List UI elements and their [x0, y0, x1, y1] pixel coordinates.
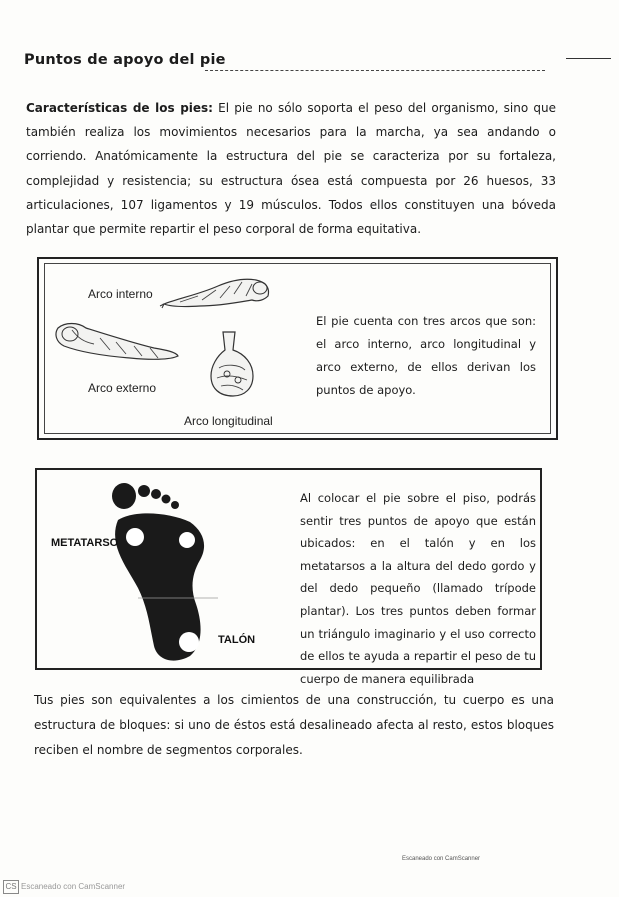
intro-body: El pie no sólo soporta el peso del organismo, sino que también realiza los movimientos necesarios para la marcha, ya sea andando o corriendo. Anatómicamente la estructura del pie se caracteriza por su fortaleza, complejidad y resistencia; su estructura ósea está compuesta por 26 huesos, 33 articulaciones, 107 ligamentos y 19 músculos. Todos ellos constituyen una bóveda plantar que permite repartir el peso corporal de forma equitativa.	[26, 101, 556, 237]
support-point-heel	[179, 632, 199, 652]
label-arco-longitudinal: Arco longitudinal	[184, 414, 273, 428]
label-arco-interno: Arco interno	[88, 287, 153, 301]
scanner-watermark-small: Escaneado con CamScanner	[402, 856, 481, 862]
camscanner-logo-icon: CS	[3, 880, 19, 894]
label-arco-externo: Arco externo	[88, 381, 157, 395]
label-talon: TALÓN	[218, 634, 256, 646]
foot-skeleton-longitudinal-arch-illustration	[205, 328, 260, 400]
arches-description: El pie cuenta con tres arcos que son: el arco interno, arco longitudinal y arco externo, de ellos derivan los puntos de apoyo.	[316, 314, 536, 397]
corner-divider	[566, 58, 611, 59]
support-point-big-toe	[126, 528, 144, 546]
intro-paragraph	[26, 96, 556, 241]
support-points-description: Al colocar el pie sobre el piso, podrás sentir tres puntos de apoyo que están ubicados: en el talón y en los metatarsos a la altura del dedo gordo y del dedo pequeño (llamado trípode plantar). Los tres puntos deben formar un triángulo imaginario y el uso correcto de ellos te ayuda a repartir el peso de tu cuerpo de manera equilibrada	[300, 491, 536, 686]
foot-skeleton-internal-arch-illustration	[160, 272, 275, 312]
label-metatarso: METATARSO	[51, 537, 119, 549]
intro-label: Características de los pies:	[26, 101, 213, 115]
scanner-watermark-footer: Escaneado con CamScanner	[21, 882, 126, 891]
foot-skeleton-external-arch-illustration	[50, 318, 180, 363]
page-title: Puntos de apoyo del pie	[24, 52, 226, 68]
closing-paragraph: Tus pies son equivalentes a los cimientos de una construcción, tu cuerpo es una estructura de bloques: si uno de éstos está desalineado afecta al resto, estos bloques reciben el nombre de segmentos corporales.	[34, 693, 554, 757]
title-underline	[205, 70, 545, 71]
support-point-small-toe	[179, 532, 195, 548]
footprint-support-points-illustration	[108, 480, 223, 662]
